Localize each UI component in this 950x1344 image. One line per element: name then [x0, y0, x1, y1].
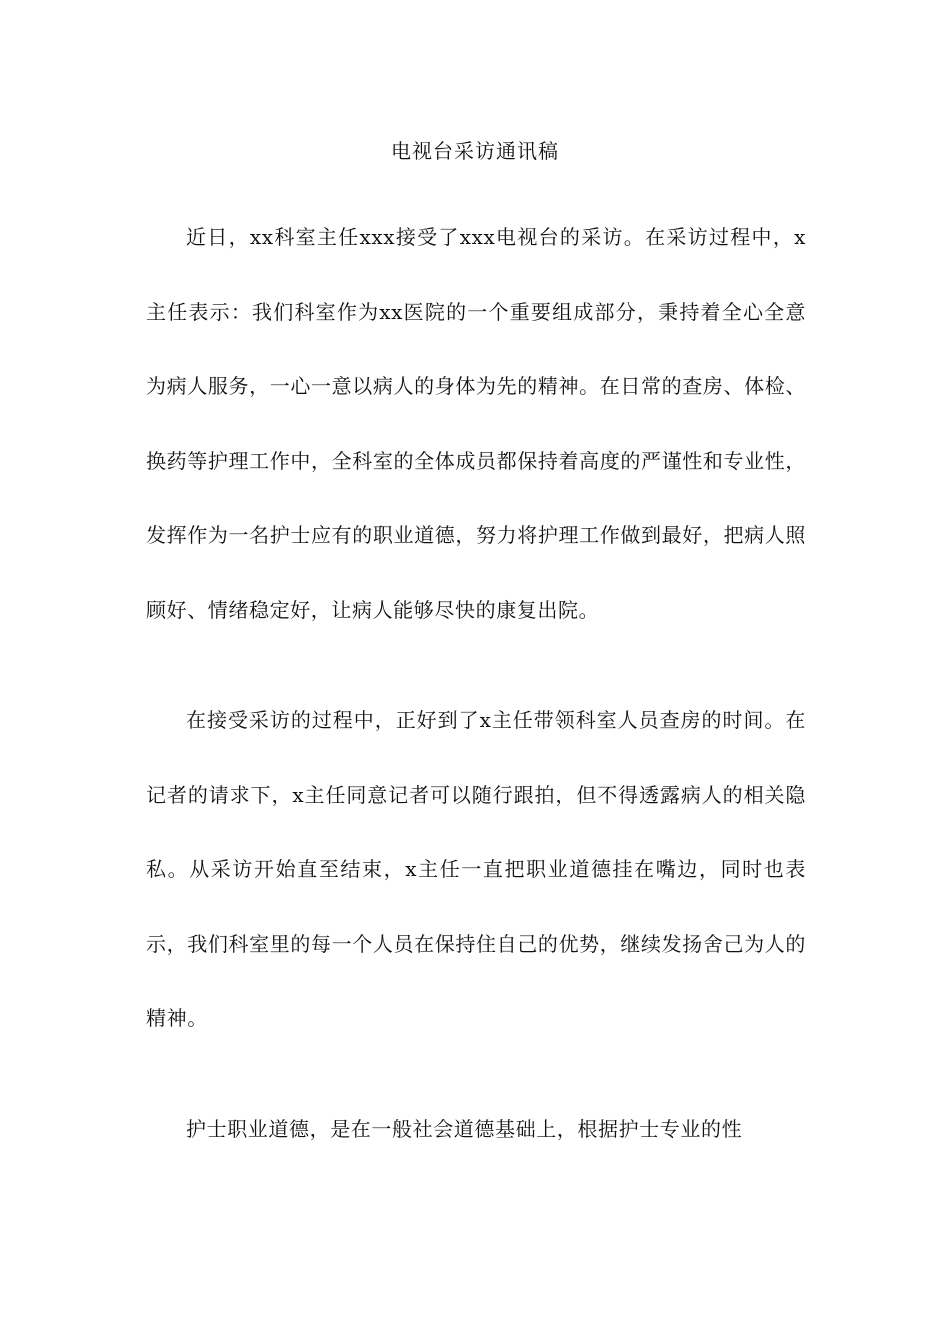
paragraph-2: 在接受采访的过程中，正好到了x主任带领科室人员查房的时间。在记者的请求下，x主任同意记者可以随行跟拍，但不得透露病人的相关隐私。从采访开始直至结束，x主任一直把职业道德挂在嘴边，同时也表示，我们科室里的每一个人员在保持住自己的优势，继续发扬舍己为人的精神。 [146, 708, 806, 1030]
paragraph-3: 护士职业道德，是在一般社会道德基础上，根据护士专业的性 [186, 1116, 743, 1141]
paragraph-1: 近日，xx科室主任xxx接受了xxx电视台的采访。在采访过程中，x主任表示：我们科室作为xx医院的一个重要组成部分，秉持着全心全意为病人服务，一心一意以病人的身体为先的精神。在日常的查房、体检、换药等护理工作中，全科室的全体成员都保持着高度的严谨性和专业性，发挥作为一名护士应有的职业道德，努力将护理工作做到最好，把病人照顾好、情绪稳定好，让病人能够尽快的康复出院。 [146, 225, 806, 622]
document-body [146, 200, 806, 1202]
document-title: 电视台采访通讯稿 [391, 139, 559, 163]
